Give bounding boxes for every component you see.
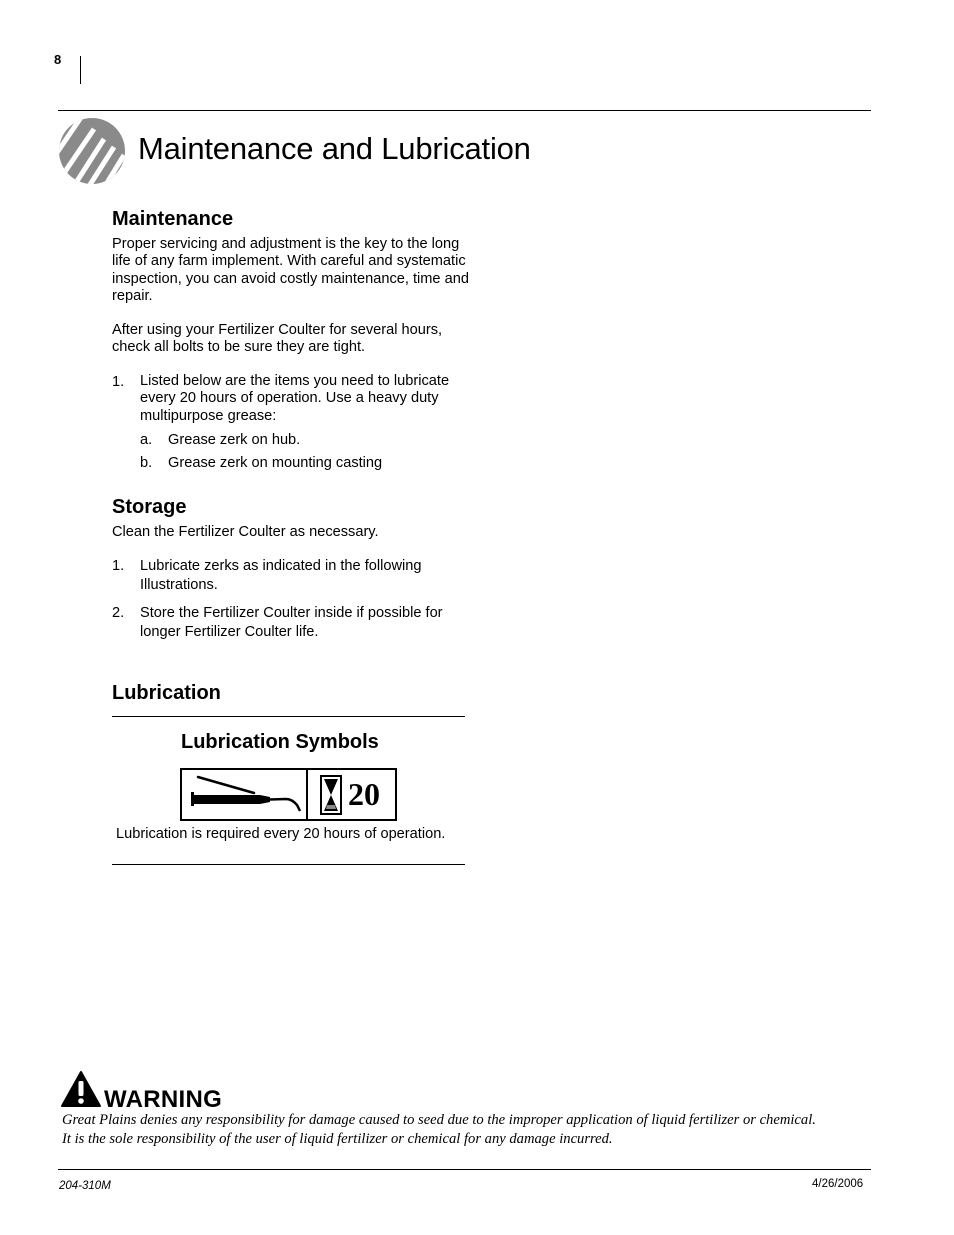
- header-rule: [58, 110, 871, 111]
- figure-rule-top: [112, 716, 465, 717]
- list-item-text: Grease zerk on hub.: [168, 432, 301, 448]
- list-item-number: 2.: [112, 605, 125, 621]
- warning-line: Great Plains denies any responsibility for damage caused to seed due to the improper application of liquid fertilizer or chemical.: [62, 1112, 816, 1128]
- list-item: [112, 604, 472, 644]
- page-number: 8: [54, 52, 62, 67]
- warning-line: It is the sole responsibility of the user of liquid fertilizer or chemical for any damage incurred.: [62, 1131, 613, 1147]
- document-date: 4/26/2006: [812, 1178, 864, 1190]
- footer-rule: [58, 1169, 871, 1170]
- figure-rule-bottom: [112, 864, 465, 865]
- lubrication-symbols-heading: Lubrication Symbols: [181, 731, 379, 753]
- maintenance-paragraph: After using your Fertilizer Coulter for several hours, check all bolts to be sure they are tight.: [112, 322, 443, 356]
- list-item: [112, 557, 472, 597]
- list-item-text: Lubricate zerks as indicated in the following Illustrations.: [140, 558, 422, 593]
- list-item: [140, 431, 460, 451]
- list-item-number: b.: [140, 455, 153, 471]
- page-number-divider: [80, 56, 81, 84]
- list-item: [112, 373, 472, 429]
- lubrication-caption: Lubrication is required every 20 hours of operation.: [116, 826, 446, 842]
- storage-heading: Storage: [112, 496, 187, 518]
- lubrication-interval: 20: [348, 776, 380, 812]
- list-item-number: 1.: [112, 558, 125, 574]
- grease-gun-icon: [182, 769, 306, 820]
- storage-paragraph: Clean the Fertilizer Coulter as necessary.: [112, 524, 379, 540]
- warning-triangle-icon: [60, 1070, 102, 1108]
- warning-label: WARNING: [104, 1086, 223, 1113]
- list-item-text: Store the Fertilizer Coulter inside if possible for longer Fertilizer Coulter life.: [140, 605, 443, 640]
- list-item-text: Listed below are the items you need to lubricate every 20 hours of operation. Use a heavy duty multipurpose grease:: [140, 373, 450, 424]
- maintenance-heading: Maintenance: [112, 208, 234, 230]
- hourglass-icon: [320, 775, 342, 815]
- warning-text: [62, 1111, 882, 1149]
- lubrication-heading: Lubrication: [112, 682, 221, 704]
- list-item-number: 1.: [112, 374, 125, 390]
- great-plains-stripes-icon: [58, 117, 126, 185]
- chapter-title: Maintenance and Lubrication: [138, 131, 531, 166]
- list-item-text: Grease zerk on mounting casting: [168, 455, 383, 471]
- list-item-number: a.: [140, 432, 153, 448]
- lubrication-symbol: [180, 768, 397, 821]
- document-number: 204-310M: [59, 1180, 111, 1192]
- maintenance-paragraph: Proper servicing and adjustment is the key to the long life of any farm implement. With careful and systematic inspection, you can avoid costly maintenance, time and repair.: [112, 236, 469, 305]
- list-item: [140, 454, 460, 474]
